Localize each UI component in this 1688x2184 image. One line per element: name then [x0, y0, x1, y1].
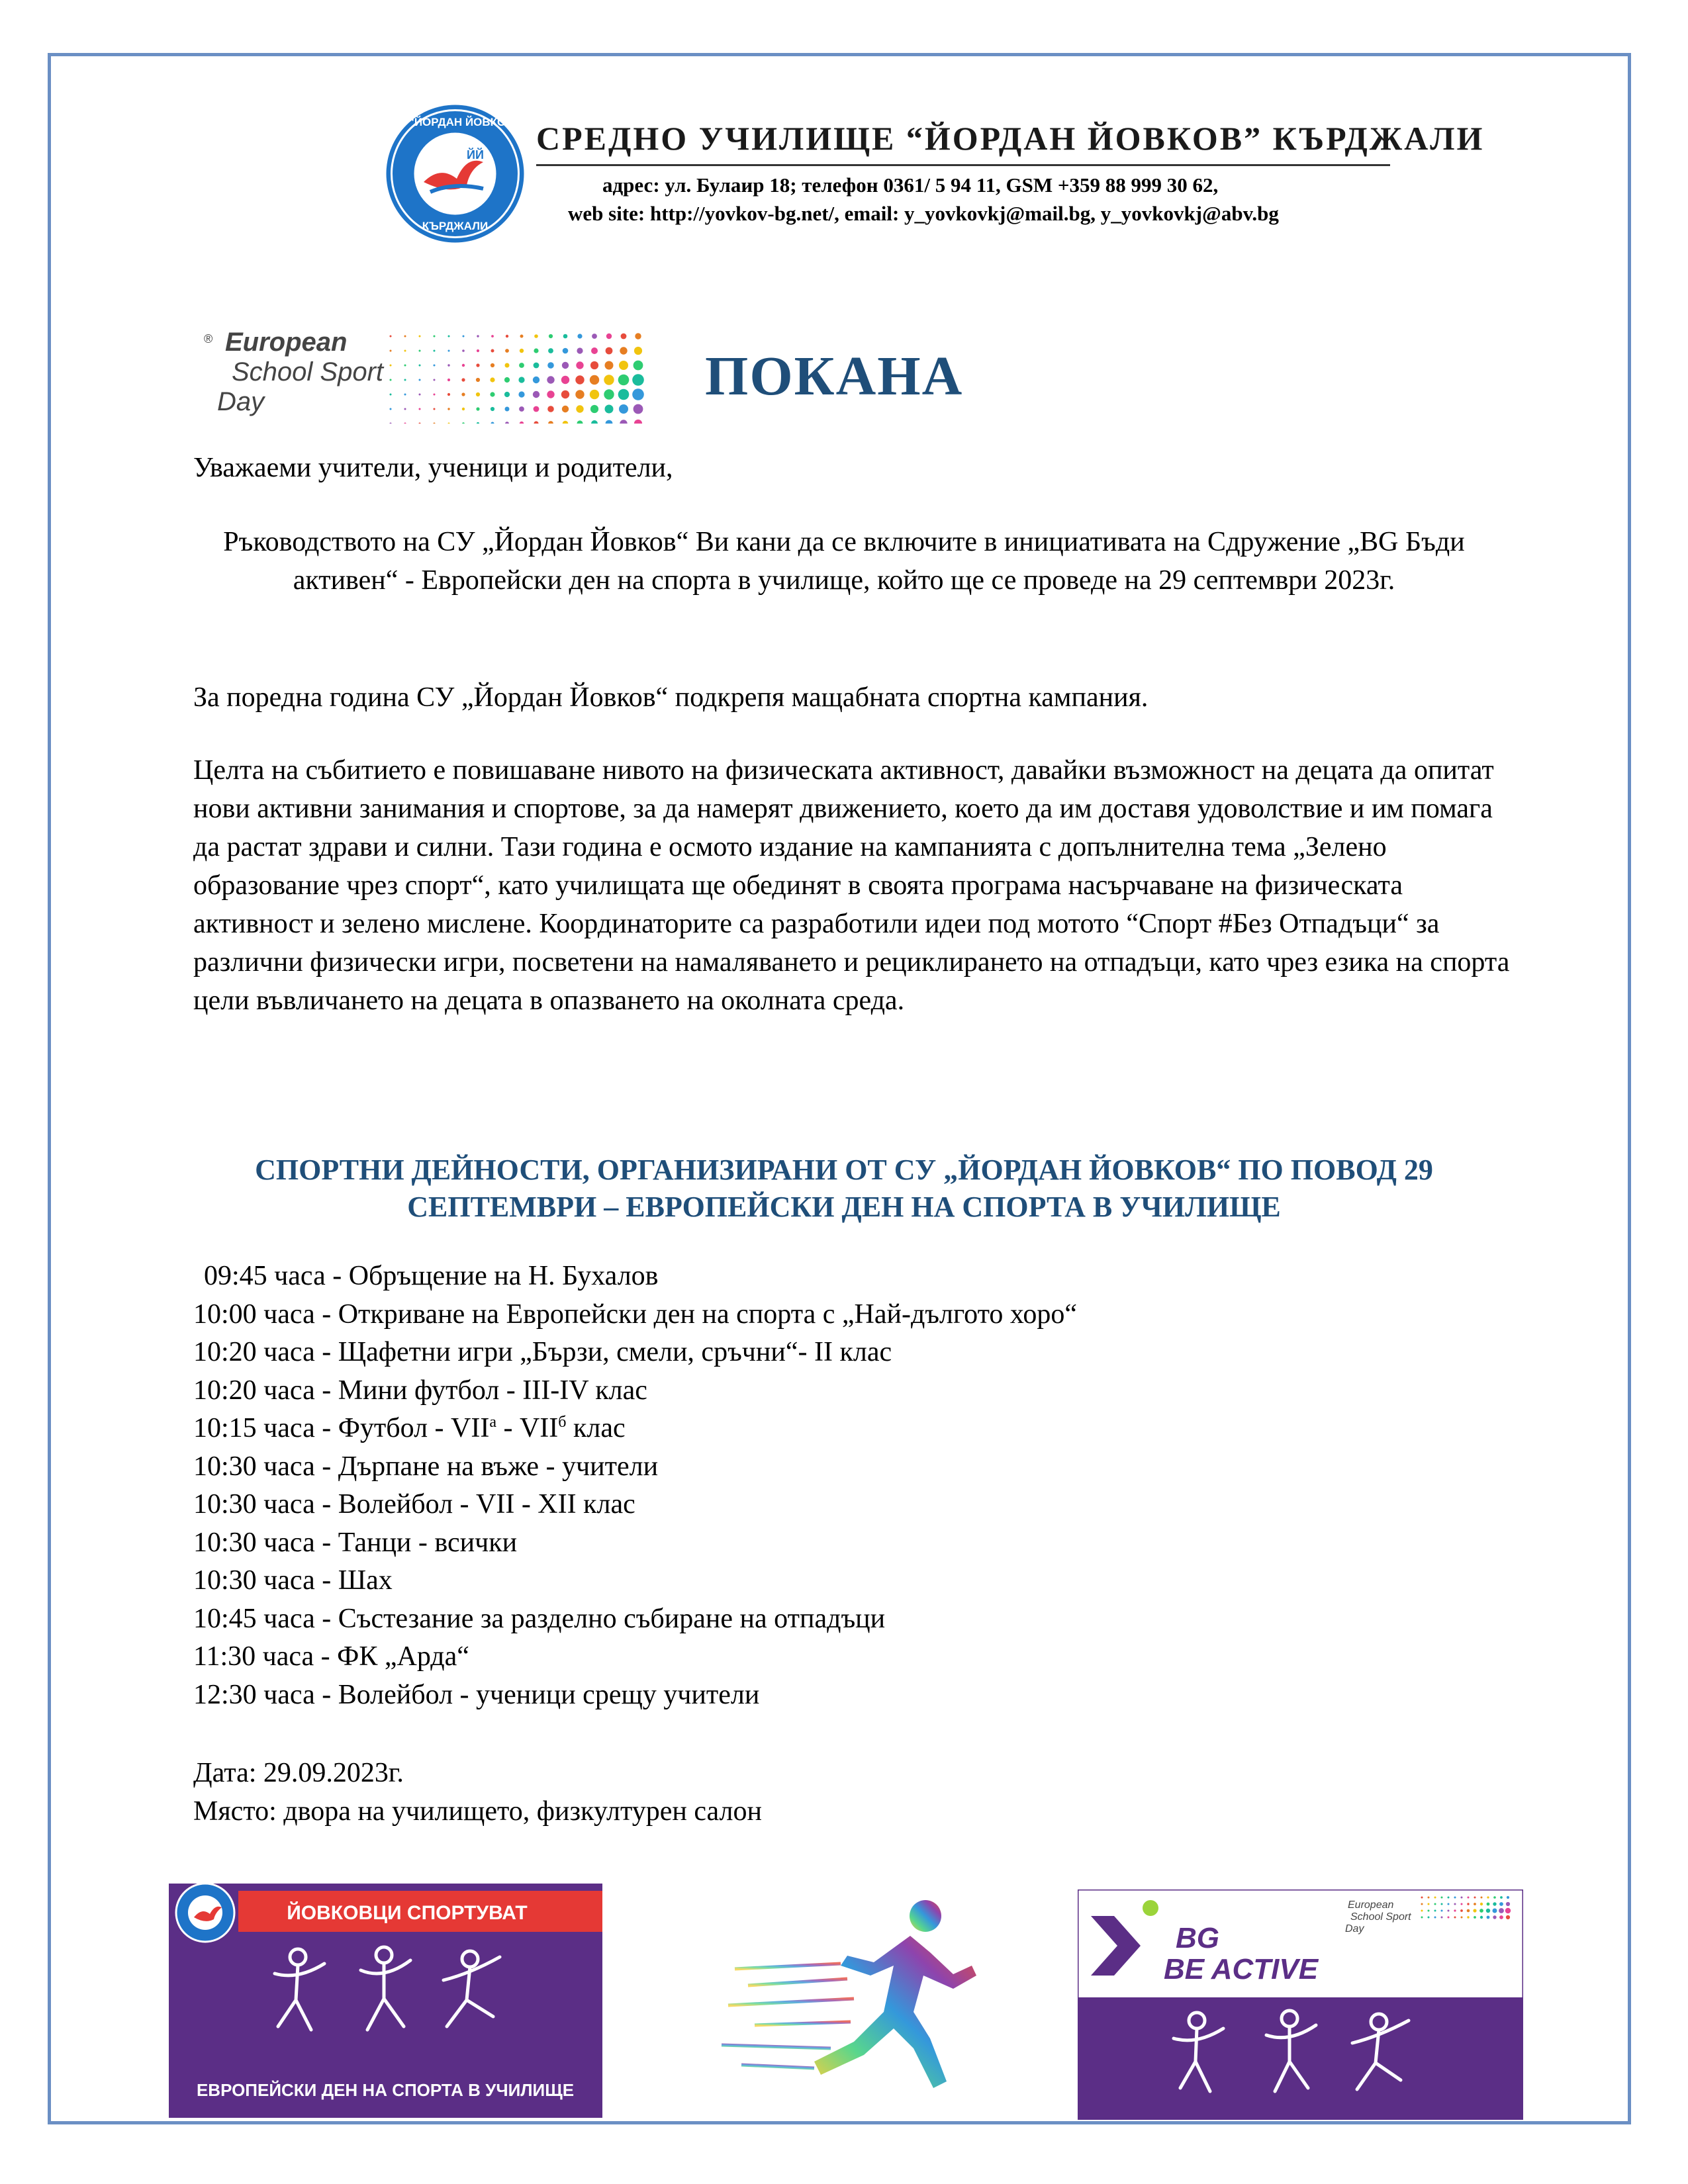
logo-dot	[1474, 1916, 1476, 1919]
logo-dot	[419, 379, 421, 381]
banner-right-essd-line1: European	[1348, 1899, 1394, 1911]
logo-dot	[590, 390, 599, 399]
logo-dot	[1448, 1910, 1450, 1912]
logo-dot	[1487, 1896, 1489, 1898]
essd-logo	[199, 324, 675, 424]
logo-dot	[1454, 1917, 1456, 1919]
logo-dot	[1461, 1917, 1463, 1919]
logo-dot	[419, 423, 421, 424]
logo-dot	[1461, 1903, 1463, 1905]
logo-dot	[390, 379, 392, 381]
logo-dot	[504, 392, 510, 397]
goal-paragraph: Целта на събитието е повишаване нивото на физическата активност, давайки възможност на децата да опитат нови активни занимания и спортове, за да намерят движението, което да им доставя удоволствие и им помага да растат здрави и силни. Тази година е осмото издание на кампанията с допълнителна тема „Зелено образование чрез спорт“, като училищата ще обединят в своята програма насърчаване на физическата активност и зелено мислене. Координаторите са разработили идеи под мотото “Спорт #Без Отпадъци“ за различни физически игри, посветени на намаляването и рециклирането на отпадъци, като чрез езика на спорта цели въвличането на децата в опазването на околната среда.	[193, 755, 1510, 1016]
school-name: СРЕДНО УЧИЛИЩЕ “ЙОРДАН ЙОВКОВ” КЪРДЖАЛИ	[536, 120, 1485, 157]
logo-dot	[561, 390, 569, 398]
logo-dot	[404, 423, 406, 424]
logo-dot	[606, 420, 613, 424]
logo-dot	[590, 375, 599, 385]
logo-dot	[1441, 1910, 1443, 1912]
banner-left-header: ЙОВКОВЦИ СПОРТУВАТ	[287, 1902, 528, 1924]
logo-dot	[447, 408, 449, 410]
logo-dot	[606, 334, 612, 339]
logo-dot	[591, 347, 598, 354]
logo-dot	[576, 361, 583, 369]
schedule-item: 10:30 часа - Волейбол - VII - XII клас	[193, 1489, 635, 1520]
logo-dot	[419, 394, 421, 396]
school-contacts: web site: http://yovkov-bg.net/, email: y_yovkovkj@mail.bg, y_yovkovkj@abv.bg	[568, 202, 1279, 225]
logo-dot	[533, 377, 539, 383]
logo-dot	[1428, 1910, 1430, 1912]
logo-dot	[562, 362, 569, 369]
logo-dot	[491, 407, 494, 411]
logo-dot	[1441, 1917, 1443, 1919]
logo-dot	[506, 335, 508, 338]
logo-dot	[390, 394, 392, 396]
logo-dot	[476, 392, 480, 396]
logo-dot	[1454, 1897, 1456, 1899]
logo-dot	[1448, 1903, 1450, 1905]
logo-dot	[1421, 1917, 1423, 1919]
logo-dot	[1434, 1910, 1436, 1912]
logo-dot	[434, 350, 436, 352]
logo-dot	[490, 392, 494, 396]
logo-dot	[575, 390, 584, 398]
logo-dot	[621, 334, 627, 340]
logo-dot	[476, 363, 479, 367]
logo-dot	[604, 375, 614, 385]
logo-dot	[618, 375, 630, 386]
logo-dot	[1421, 1910, 1423, 1912]
schedule-item: 10:30 часа - Шах	[193, 1565, 393, 1596]
logo-dot	[632, 388, 644, 400]
logo-dot	[620, 420, 627, 424]
logo-dot	[1460, 1909, 1463, 1912]
logo-dot	[633, 404, 643, 414]
logo-dot	[591, 420, 598, 424]
logo-dot	[1474, 1897, 1476, 1899]
logo-dot	[634, 420, 642, 424]
logo-dot	[476, 378, 480, 382]
banner-right-essd-line2: School Sport	[1350, 1911, 1411, 1923]
logo-dot	[575, 375, 584, 384]
logo-dot	[404, 336, 406, 338]
logo-dot	[477, 422, 479, 424]
logo-dot	[390, 365, 392, 367]
logo-dot	[434, 423, 436, 424]
logo-dot	[604, 389, 614, 399]
logo-dot	[404, 350, 406, 352]
logo-dot	[1421, 1897, 1423, 1899]
schedule-item: 12:30 часа - Волейбол - ученици срещу учители	[193, 1679, 760, 1710]
logo-dot	[434, 336, 436, 338]
logo-dot	[590, 405, 598, 413]
logo-dot	[491, 335, 494, 338]
logo-dot	[390, 423, 392, 424]
logo-dot	[434, 408, 436, 410]
schedule-item: 09:45 часа - Обръщение на Н. Бухалов	[204, 1261, 659, 1291]
logo-dot	[477, 335, 479, 337]
logo-dot	[491, 422, 494, 424]
logo-dot	[1500, 1896, 1503, 1899]
logo-dot	[619, 404, 628, 414]
logo-dot	[461, 392, 465, 396]
schedule-item: 10:00 часа - Откриване на Европейски ден на спорта с „Най-дългото хоро“	[193, 1298, 1077, 1330]
logo-dot	[390, 336, 392, 338]
schedule-item: 10:30 часа - Танци - всички	[193, 1527, 518, 1558]
school-logo-top-text: СУ "ЙОРДАН ЙОВКОВ"	[391, 116, 520, 128]
logo-dot	[1467, 1903, 1469, 1905]
logo-dot	[434, 379, 436, 381]
logo-dot	[548, 421, 553, 424]
logo-dot	[1421, 1903, 1423, 1905]
logo-dot	[577, 334, 582, 338]
logo-dot	[592, 334, 597, 339]
logo-dot	[534, 363, 539, 369]
logo-dot	[576, 405, 583, 412]
logo-dot	[447, 379, 450, 381]
logo-dot	[520, 349, 524, 353]
logo-dot	[1487, 1916, 1490, 1919]
logo-dot	[476, 407, 479, 410]
logo-dot	[518, 377, 524, 383]
program-heading: СПОРТНИ ДЕЙНОСТИ, ОРГАНИЗИРАНИ ОТ СУ „ЙОРДАН ЙОВКОВ“ ПО ПОВОД 29 СЕПТЕМВРИ – ЕВРОПЕЙСКИ ДЕН НА СПОРТА В УЧИЛИЩЕ	[255, 1154, 1433, 1223]
logo-dot	[635, 333, 641, 339]
logo-dot	[1493, 1909, 1497, 1913]
bg-be-active-line1: BG	[1176, 1922, 1219, 1954]
logo-dot	[404, 379, 406, 381]
logo-dot	[1428, 1903, 1430, 1905]
logo-dot	[434, 394, 436, 396]
logo-dot	[1448, 1917, 1450, 1919]
logo-dot	[490, 377, 494, 382]
logo-dot	[1428, 1897, 1430, 1899]
logo-dot	[1493, 1915, 1496, 1919]
school-logo	[384, 103, 526, 245]
logo-dot	[419, 336, 421, 338]
logo-dot	[461, 378, 465, 381]
logo-dot	[1461, 1897, 1463, 1899]
svg-text:®: ®	[204, 332, 213, 345]
essd-logo-line3: Day	[217, 387, 265, 416]
logo-dot	[563, 421, 569, 424]
logo-dot	[491, 363, 494, 367]
logo-dot	[504, 377, 510, 383]
schedule-item: 10:30 часа - Дърпане на въже - учители	[193, 1451, 659, 1482]
logo-dot	[547, 376, 554, 383]
logo-dot	[561, 376, 569, 384]
logo-dot	[590, 361, 598, 369]
logo-dot	[534, 421, 538, 424]
logo-dot	[1480, 1916, 1483, 1919]
runner-illustration	[715, 1889, 993, 2115]
logo-dot	[404, 394, 406, 396]
logo-dot	[1507, 1896, 1509, 1899]
logo-dot	[548, 348, 553, 353]
logo-dot	[1474, 1903, 1476, 1905]
logo-dot	[562, 406, 569, 412]
logo-dot	[419, 408, 421, 410]
logo-dot	[447, 393, 450, 396]
logo-dot	[1448, 1897, 1450, 1899]
logo-dot	[547, 390, 554, 398]
logo-dot	[1473, 1909, 1476, 1912]
support-paragraph: За поредна година СУ „Йордан Йовков“ подкрепя мащабната спортна кампания.	[193, 682, 1149, 713]
school-logo-bottom-text: КЪРДЖАЛИ	[422, 220, 489, 232]
logo-dot	[1434, 1903, 1436, 1905]
logo-dot	[549, 334, 553, 338]
logo-dot	[1499, 1908, 1504, 1913]
logo-dot	[618, 389, 630, 400]
essd-logo-line2: School Sport	[232, 357, 384, 387]
logo-dot	[1434, 1897, 1436, 1899]
schedule-item: 10:20 часа - Щафетни игри „Бързи, смели, сръчни“- II клас	[193, 1337, 892, 1367]
logo-dot	[1493, 1902, 1496, 1905]
banner-yovkovtsi-sport	[169, 1881, 602, 2118]
logo-dot	[1441, 1903, 1443, 1905]
logo-dot	[462, 408, 465, 410]
schedule-item: 11:30 часа - ФК „Арда“	[193, 1641, 469, 1672]
logo-dot	[1479, 1909, 1483, 1913]
logo-dot	[534, 348, 538, 353]
logo-dot	[563, 348, 569, 354]
essd-logo-line1: European	[225, 328, 348, 357]
logo-dot	[1486, 1909, 1490, 1913]
logo-dot	[547, 362, 554, 369]
logo-dot	[632, 374, 644, 386]
logo-dot	[1481, 1897, 1483, 1899]
logo-dot	[390, 408, 392, 410]
schedule-item: 10:45 часа - Състезание за разделно събиране на отпадъци	[193, 1603, 886, 1634]
schedule-item-football: 10:15 часа - Футбол - $VII^а - VII^б$ клас	[193, 1413, 626, 1443]
logo-dot	[419, 365, 421, 367]
logo-dot	[563, 334, 568, 339]
banner-left-footer: ЕВРОПЕЙСКИ ДЕН НА СПОРТА В УЧИЛИЩЕ	[196, 2080, 575, 2100]
logo-dot	[462, 364, 465, 367]
bg-be-active-line2: BE ACTIVE	[1164, 1953, 1319, 1985]
logo-dot	[505, 363, 510, 368]
logo-dot	[1506, 1902, 1510, 1906]
logo-dot	[519, 406, 524, 412]
school-logo-initials: ЙЙ	[467, 148, 484, 161]
logo-dot	[605, 361, 614, 370]
logo-dot	[577, 347, 583, 353]
logo-dot	[1434, 1917, 1436, 1919]
logo-dot	[390, 350, 392, 352]
logo-dot	[477, 349, 479, 352]
logo-dot	[404, 365, 406, 367]
logo-dot	[1454, 1903, 1456, 1905]
logo-dot	[534, 334, 538, 338]
logo-dot	[1441, 1897, 1443, 1899]
logo-dot	[1505, 1908, 1511, 1913]
invitation-title: ПОКАНА	[705, 345, 964, 407]
logo-dot	[634, 347, 642, 355]
logo-dot	[1493, 1896, 1496, 1899]
logo-dot	[1480, 1903, 1483, 1905]
logo-dot	[1468, 1897, 1470, 1899]
logo-dot	[505, 407, 510, 412]
event-place: Място: двора на училището, физкултурен салон	[193, 1796, 762, 1827]
logo-dot	[462, 422, 465, 424]
intro-paragraph: Ръководството на СУ „Йордан Йовков“ Ви кани да се включите в инициативата на Сдружение „BG Бъди активен“ - Европейски ден на спорта в училище, който ще се проведе на 29 септември 2023г.	[223, 527, 1465, 596]
banner-bg-be-active	[1078, 1889, 1523, 2120]
logo-dot	[605, 405, 614, 414]
logo-dot	[1499, 1915, 1503, 1919]
logo-dot	[519, 363, 524, 368]
logo-dot	[463, 336, 465, 338]
logo-dot	[619, 361, 628, 370]
greeting: Уважаеми учители, ученици и родители,	[193, 453, 673, 483]
logo-dot	[620, 347, 627, 354]
logo-dot	[448, 350, 450, 352]
logo-dot	[518, 391, 524, 397]
schedule-list	[193, 1257, 1077, 1714]
logo-dot	[1499, 1902, 1503, 1906]
logo-dot	[447, 364, 449, 366]
school-address: адрес: ул. Булаир 18; телефон 0361/ 5 94 11, GSM +359 88 999 30 62,	[602, 173, 1219, 197]
logo-dot	[505, 349, 509, 353]
logo-dot	[448, 423, 450, 424]
logo-dot	[1428, 1917, 1430, 1919]
logo-dot	[491, 349, 494, 353]
logo-dot	[533, 391, 539, 398]
logo-dot	[1506, 1915, 1510, 1919]
event-date: Дата: 29.09.2023г.	[193, 1758, 404, 1788]
logo-dot	[534, 406, 539, 412]
logo-dot	[419, 350, 421, 352]
logo-dot	[1454, 1909, 1456, 1911]
logo-dot	[1467, 1916, 1469, 1918]
logo-dot	[547, 406, 554, 412]
logo-dot	[606, 347, 613, 355]
logo-dot	[505, 422, 509, 424]
schedule-item: 10:20 часа - Мини футбол - III-IV клас	[193, 1375, 647, 1406]
header-divider	[536, 164, 1390, 166]
logo-dot	[577, 420, 583, 424]
logo-dot	[520, 422, 524, 424]
logo-dot	[434, 365, 436, 367]
logo-dot	[1467, 1909, 1470, 1913]
banner-right-essd-line3: Day	[1345, 1923, 1364, 1934]
logo-dot	[448, 336, 450, 338]
logo-dot	[633, 361, 643, 371]
logo-dot	[1487, 1903, 1490, 1906]
logo-dot	[404, 408, 406, 410]
logo-dot	[462, 349, 465, 352]
logo-dot	[520, 335, 524, 338]
